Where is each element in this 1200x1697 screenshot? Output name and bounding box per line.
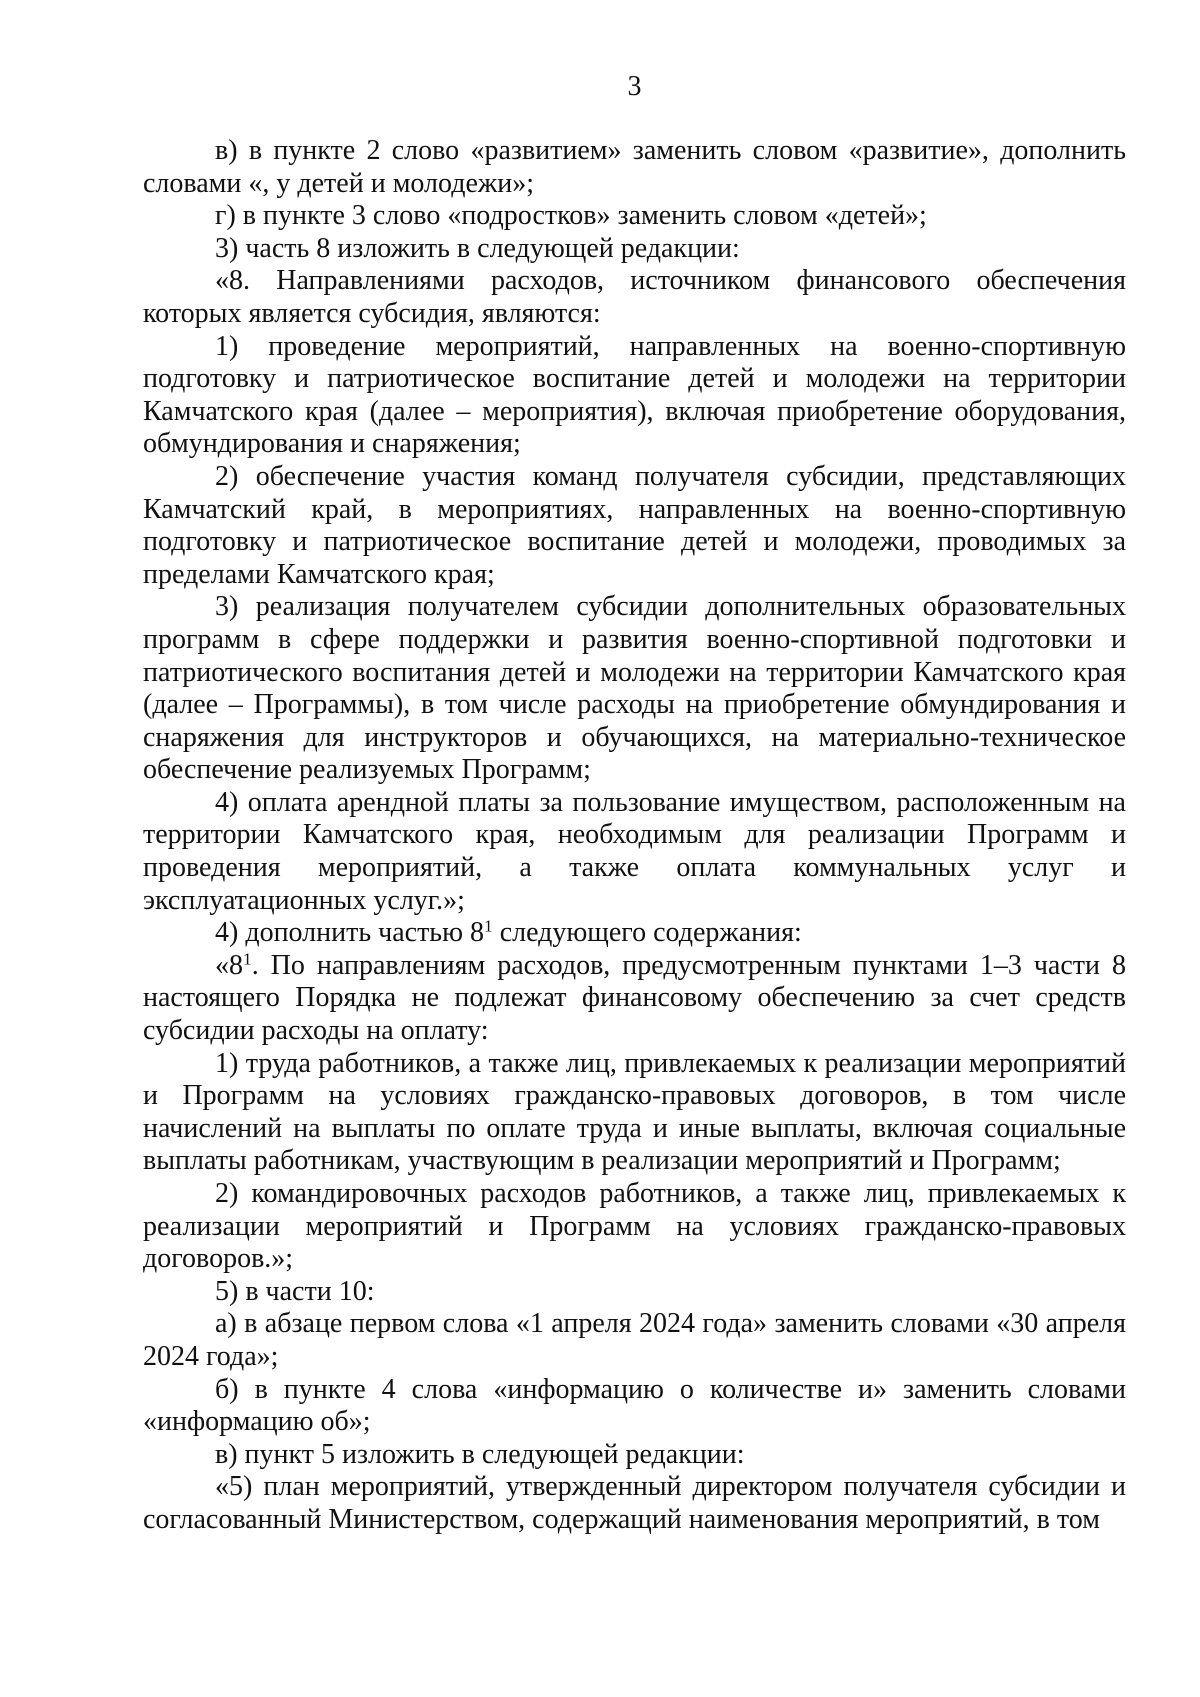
superscript-index: 1	[243, 949, 252, 969]
paragraph: «5) план мероприятий, утвержденный директором получателя субсидии и согласованный Министерством, содержащий наименования мероприятий, в том	[143, 1471, 1126, 1535]
document-body	[143, 135, 1126, 1537]
paragraph-with-superscript	[143, 950, 1126, 1048]
paragraph-text-before: 4) дополнить частью 8	[215, 917, 484, 949]
paragraph: в) пункт 5 изложить в следующей редакции:	[215, 1438, 745, 1470]
paragraph: б) в пункте 4 слова «информацию о количестве и» заменить словами «информацию об»;	[143, 1373, 1126, 1438]
paragraph: 4) оплата арендной платы за пользование имуществом, расположенным на территории Камчатского края, необходимым для реализации Программ и проведения мероприятий, а также оплата коммунальных услуг и эксплуатационных услуг.»;	[143, 786, 1126, 916]
paragraph: в) в пункте 2 слово «развитием» заменить словом «развитие», дополнить словами «, у детей и молодежи»;	[143, 135, 1126, 199]
paragraph: 1) труда работников, а также лиц, привлекаемых к реализации мероприятий и Программ на условиях гражданско-правовых договоров, в том числе начислений на выплаты по оплате труда и иные выплаты, включая социальные выплаты работникам, участвующим в реализации мероприятий и Программ;	[143, 1047, 1126, 1177]
paragraph: а) в абзаце первом слова «1 апреля 2024 года» заменить словами «30 апреля 2024 года»;	[143, 1308, 1126, 1372]
paragraph: г) в пункте 3 слово «подростков» заменить словом «детей»;	[215, 200, 927, 232]
page-number: 3	[627, 71, 642, 102]
paragraph: 2) командировочных расходов работников, а также лиц, привлекаемых к реализации мероприятий и Программ на условиях гражданско-правовых договоров.»;	[143, 1178, 1126, 1275]
paragraph: 3) реализация получателем субсидии дополнительных образовательных программ в сфере поддержки и развития военно-спортивной подготовки и патриотического воспитания детей и молодежи на территории Камчатского края (далее – Программы), в том числе расходы на приобретение обмундирования и снаряжения для инструкторов и обучающихся, на материально-техническое обеспечение реализуемых Программ;	[143, 591, 1126, 786]
paragraph: 3) часть 8 изложить в следующей редакции:	[215, 232, 740, 264]
paragraph-text-before: «8	[215, 949, 243, 981]
paragraph: 5) в части 10:	[215, 1275, 375, 1307]
paragraph-with-superscript	[143, 917, 1126, 950]
superscript-index: 1	[484, 916, 493, 936]
paragraph: 1) проведение мероприятий, направленных на военно-спортивную подготовку и патриотическое воспитание детей и молодежи на территории Камчатского края (далее – мероприятия), включая приобретение оборудования, обмундирования и снаряжения;	[143, 330, 1126, 460]
paragraph-text-after: следующего содержания:	[492, 917, 802, 949]
paragraph: «8. Направлениями расходов, источником финансового обеспечения которых является субсидия, являются:	[143, 265, 1126, 329]
paragraph-text-after: . По направлениям расходов, предусмотренным пунктами 1–3 части 8 настоящего Порядка не подлежат финансовому обеспечению за счет средств субсидии расходы на оплату:	[143, 949, 1126, 1047]
paragraph: 2) обеспечение участия команд получателя субсидии, представляющих Камчатский край, в мероприятиях, направленных на военно-спортивную подготовку и патриотическое воспитание детей и молодежи, проводимых за пределами Камчатского края;	[143, 460, 1126, 590]
